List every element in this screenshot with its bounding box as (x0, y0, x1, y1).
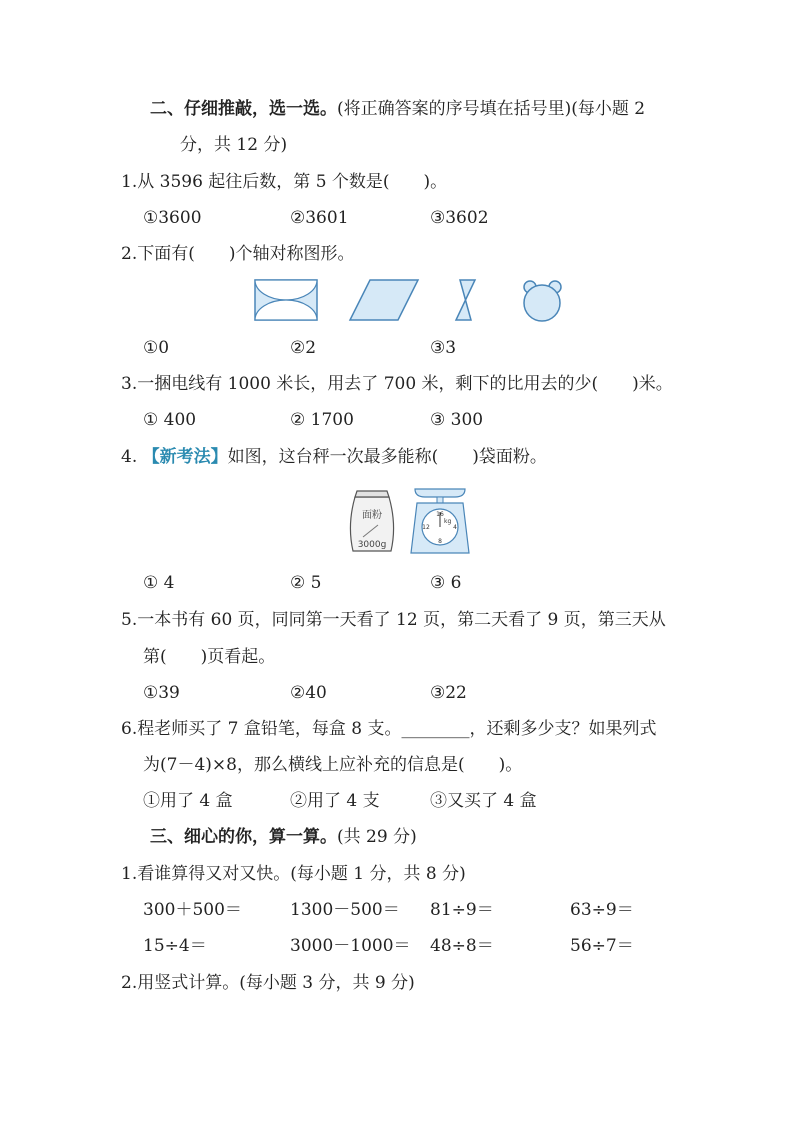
q4-figure (345, 485, 475, 557)
flour-bag-weight: 3000g (357, 540, 387, 550)
flour-bag-icon (350, 491, 393, 551)
q3-stem: 3.一捆电线有 1000 米长，用去了 700 米，剩下的比用去的少( )米。 (121, 374, 673, 394)
q3-option-2[interactable]: ② 1700 (290, 410, 354, 430)
q4-number: 4. (121, 447, 143, 467)
calc1-stem: 1.看谁算得又对又快。(每小题 1 分，共 8 分) (121, 864, 466, 884)
q4-stem: 如图，这台秤一次最多能称( )袋面粉。 (227, 447, 547, 467)
calc2-stem: 2.用竖式计算。(每小题 3 分，共 9 分) (121, 973, 415, 993)
calc1-r1-c1: 300＋500＝ (143, 900, 242, 920)
section3-title (150, 825, 417, 849)
calc1-r1-c3: 81÷9＝ (430, 900, 494, 920)
scale-unit: kg (444, 518, 452, 525)
q2-option-3[interactable]: ③3 (430, 338, 457, 358)
q3-option-1[interactable]: ① 400 (143, 410, 197, 430)
q1-stem: 1.从 3596 起往后数，第 5 个数是( )。 (121, 172, 448, 192)
calc1-r2-c3: 48÷8＝ (430, 936, 494, 956)
q6-option-2[interactable]: ②用了 4 支 (290, 791, 380, 811)
scale-tick-bottom: 8 (438, 538, 442, 545)
q4-tag: 【新考法】 (142, 447, 228, 467)
q4-option-3[interactable]: ③ 6 (430, 573, 462, 593)
q5-option-2[interactable]: ②40 (290, 683, 327, 703)
calc1-r1-c4: 63÷9＝ (570, 900, 634, 920)
q1-option-3[interactable]: ③3602 (430, 208, 489, 228)
scale-tick-right: 4 (453, 524, 457, 531)
scale-icon (411, 489, 469, 553)
q5-option-1[interactable]: ①39 (143, 683, 180, 703)
q4-stem-line (121, 445, 547, 469)
q6-stem-line2: 为(7－4)×8，那么横线上应补充的信息是( )。 (143, 755, 523, 775)
q5-stem-line1: 5.一本书有 60 页，同同第一天看了 12 页，第二天看了 9 页，第三天从 (121, 610, 666, 630)
circle-ears-figure (524, 281, 561, 321)
calc1-r2-c1: 15÷4＝ (143, 936, 207, 956)
q1-option-1[interactable]: ①3600 (143, 208, 202, 228)
q6-option-3[interactable]: ③又买了 4 盒 (430, 791, 537, 811)
q2-option-2[interactable]: ②2 (290, 338, 317, 358)
q2-option-1[interactable]: ①0 (143, 338, 170, 358)
q6-stem-line1: 6.程老师买了 7 盒铅笔，每盒 8 支。________，还剩多少支？如果列式 (121, 719, 657, 739)
scale-tick-left: 12 (422, 524, 430, 531)
q3-option-3[interactable]: ③ 300 (430, 410, 484, 430)
section3-title-rest: (共 29 分) (337, 827, 417, 847)
q2-stem: 2.下面有( )个轴对称图形。 (121, 244, 355, 264)
q5-option-3[interactable]: ③22 (430, 683, 467, 703)
section3-title-bold: 三、细心的你，算一算。 (150, 827, 337, 847)
q1-option-2[interactable]: ②3601 (290, 208, 349, 228)
hourglass-figure (456, 280, 475, 320)
section2-title-line2: 分，共 12 分) (180, 135, 288, 155)
section2-title-rest: (将正确答案的序号填在括号里)(每小题 2 (337, 99, 646, 119)
flour-bag-label: 面粉 (362, 510, 382, 521)
q4-option-2[interactable]: ② 5 (290, 573, 322, 593)
section2-title (150, 97, 645, 121)
calc1-r2-c2: 3000－1000＝ (290, 936, 411, 956)
calc1-r1-c2: 1300－500＝ (290, 900, 400, 920)
q5-stem-line2: 第( )页看起。 (143, 647, 276, 667)
q6-option-1[interactable]: ①用了 4 盒 (143, 791, 233, 811)
scale-tick-top: 16 (436, 511, 444, 518)
calc1-r2-c4: 56÷7＝ (570, 936, 634, 956)
section2-title-bold: 二、仔细推敲，选一选。 (150, 99, 337, 119)
parallelogram-figure (350, 280, 418, 320)
q2-figures (250, 275, 580, 325)
q4-option-1[interactable]: ① 4 (143, 573, 175, 593)
rectangle-arcs-figure (255, 280, 317, 320)
